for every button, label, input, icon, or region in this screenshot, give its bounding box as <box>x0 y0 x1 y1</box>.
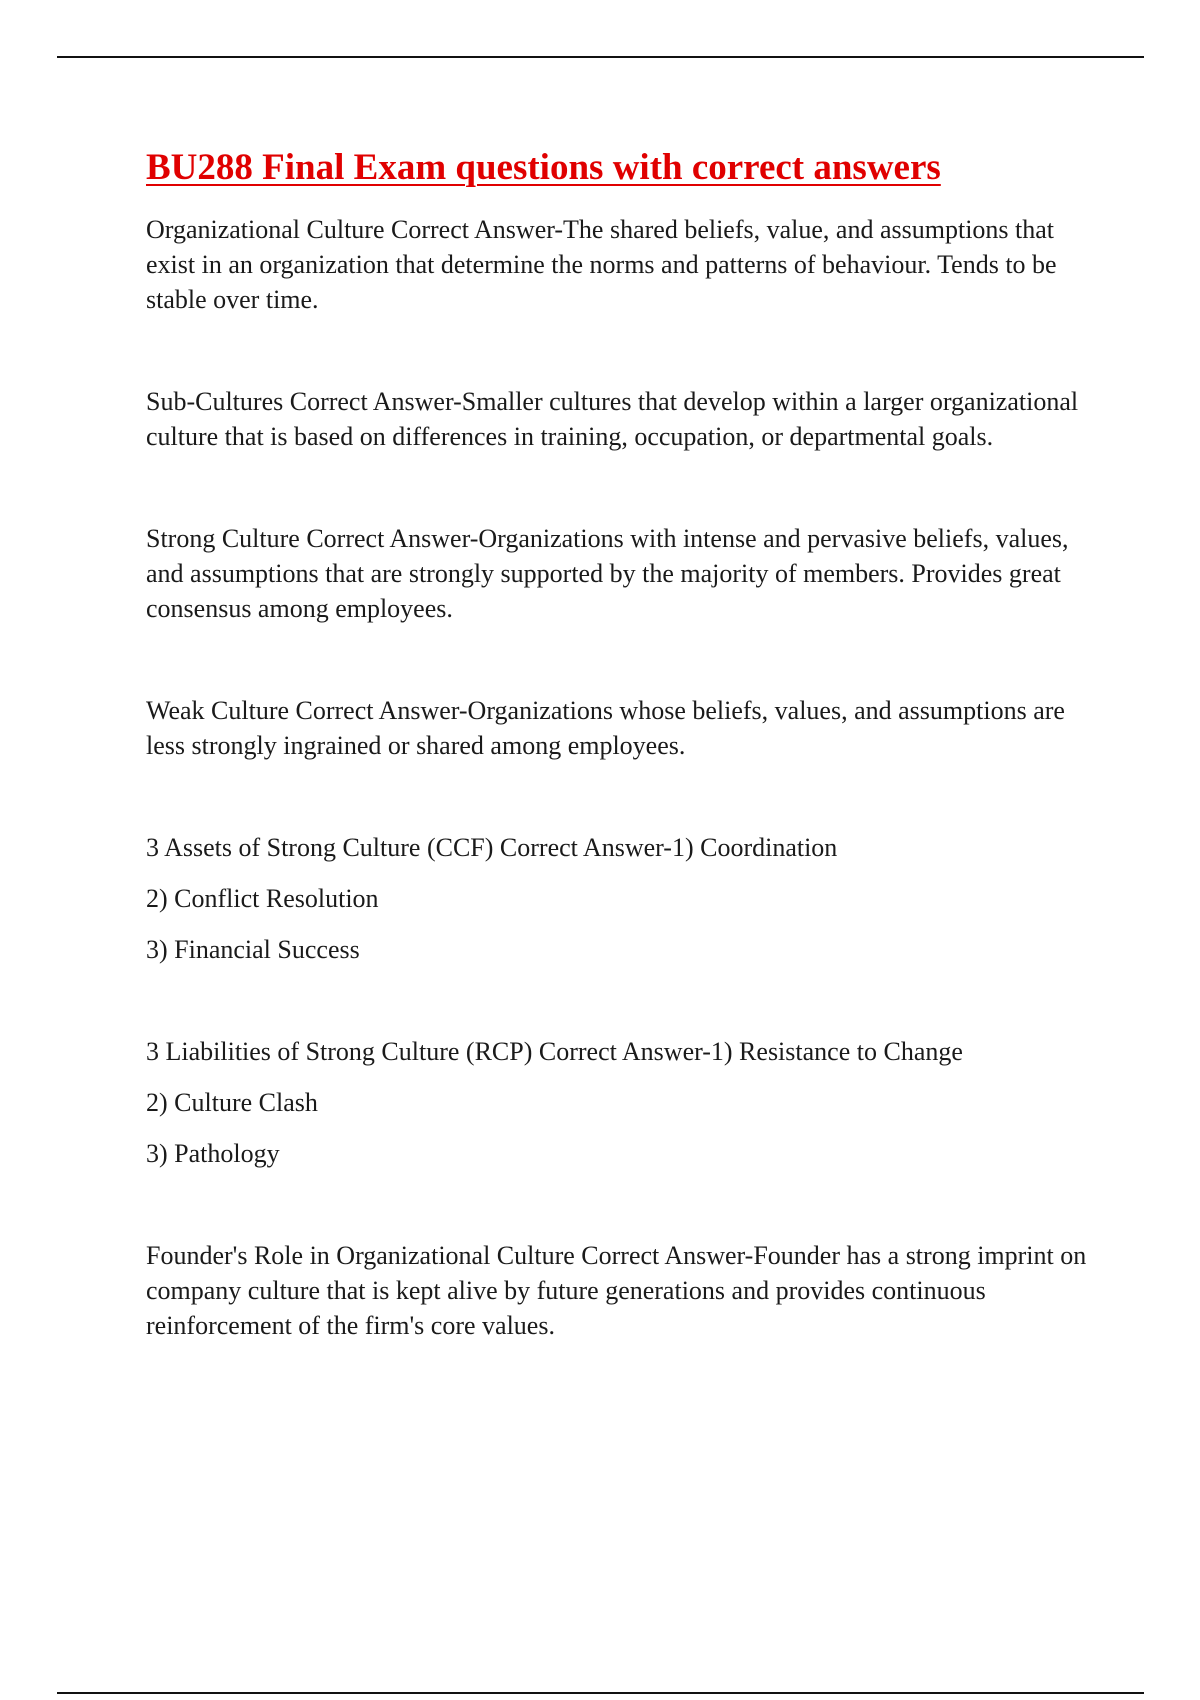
list-line: 3) Financial Success <box>146 935 360 964</box>
entry-text: Organizational Culture Correct Answer-The shared beliefs, value, and assumptions that exist in an organization that determine the norms and patterns of behaviour. Tends to be stable over time. <box>146 215 1057 314</box>
entry-founders-role <box>146 1238 1096 1343</box>
entry-liabilities-of-strong-culture <box>146 1034 1096 1171</box>
bottom-rule <box>57 1692 1144 1694</box>
list-line: 3) Pathology <box>146 1139 280 1168</box>
top-rule <box>57 56 1144 58</box>
entry-text: Strong Culture Correct Answer-Organizations with intense and pervasive beliefs, values, and assumptions that are strongly supported by the majority of members. Provides great consensus among employees. <box>146 524 1069 623</box>
entry-text: Sub-Cultures Correct Answer-Smaller cultures that develop within a larger organizational culture that is based on differences in training, occupation, or departmental goals. <box>146 387 1079 451</box>
entry-text: Weak Culture Correct Answer-Organizations whose beliefs, values, and assumptions are less strongly ingrained or shared among employees. <box>146 696 1065 760</box>
list-line: 2) Culture Clash <box>146 1088 318 1117</box>
document-title: BU288 Final Exam questions with correct answers <box>146 147 941 188</box>
list-line: 3 Liabilities of Strong Culture (RCP) Correct Answer-1) Resistance to Change <box>146 1037 963 1066</box>
entry-assets-of-strong-culture <box>146 830 1096 967</box>
entry-weak-culture <box>146 693 1096 763</box>
entry-strong-culture <box>146 521 1096 626</box>
entry-organizational-culture <box>146 212 1096 317</box>
list-line: 3 Assets of Strong Culture (CCF) Correct Answer-1) Coordination <box>146 833 838 862</box>
entry-text: Founder's Role in Organizational Culture Correct Answer-Founder has a strong imprint on company culture that is kept alive by future generations and provides continuous reinforcement of the firm's core values. <box>146 1241 1087 1340</box>
list-line: 2) Conflict Resolution <box>146 884 379 913</box>
document-body <box>146 146 1096 1410</box>
entry-sub-cultures <box>146 384 1096 454</box>
